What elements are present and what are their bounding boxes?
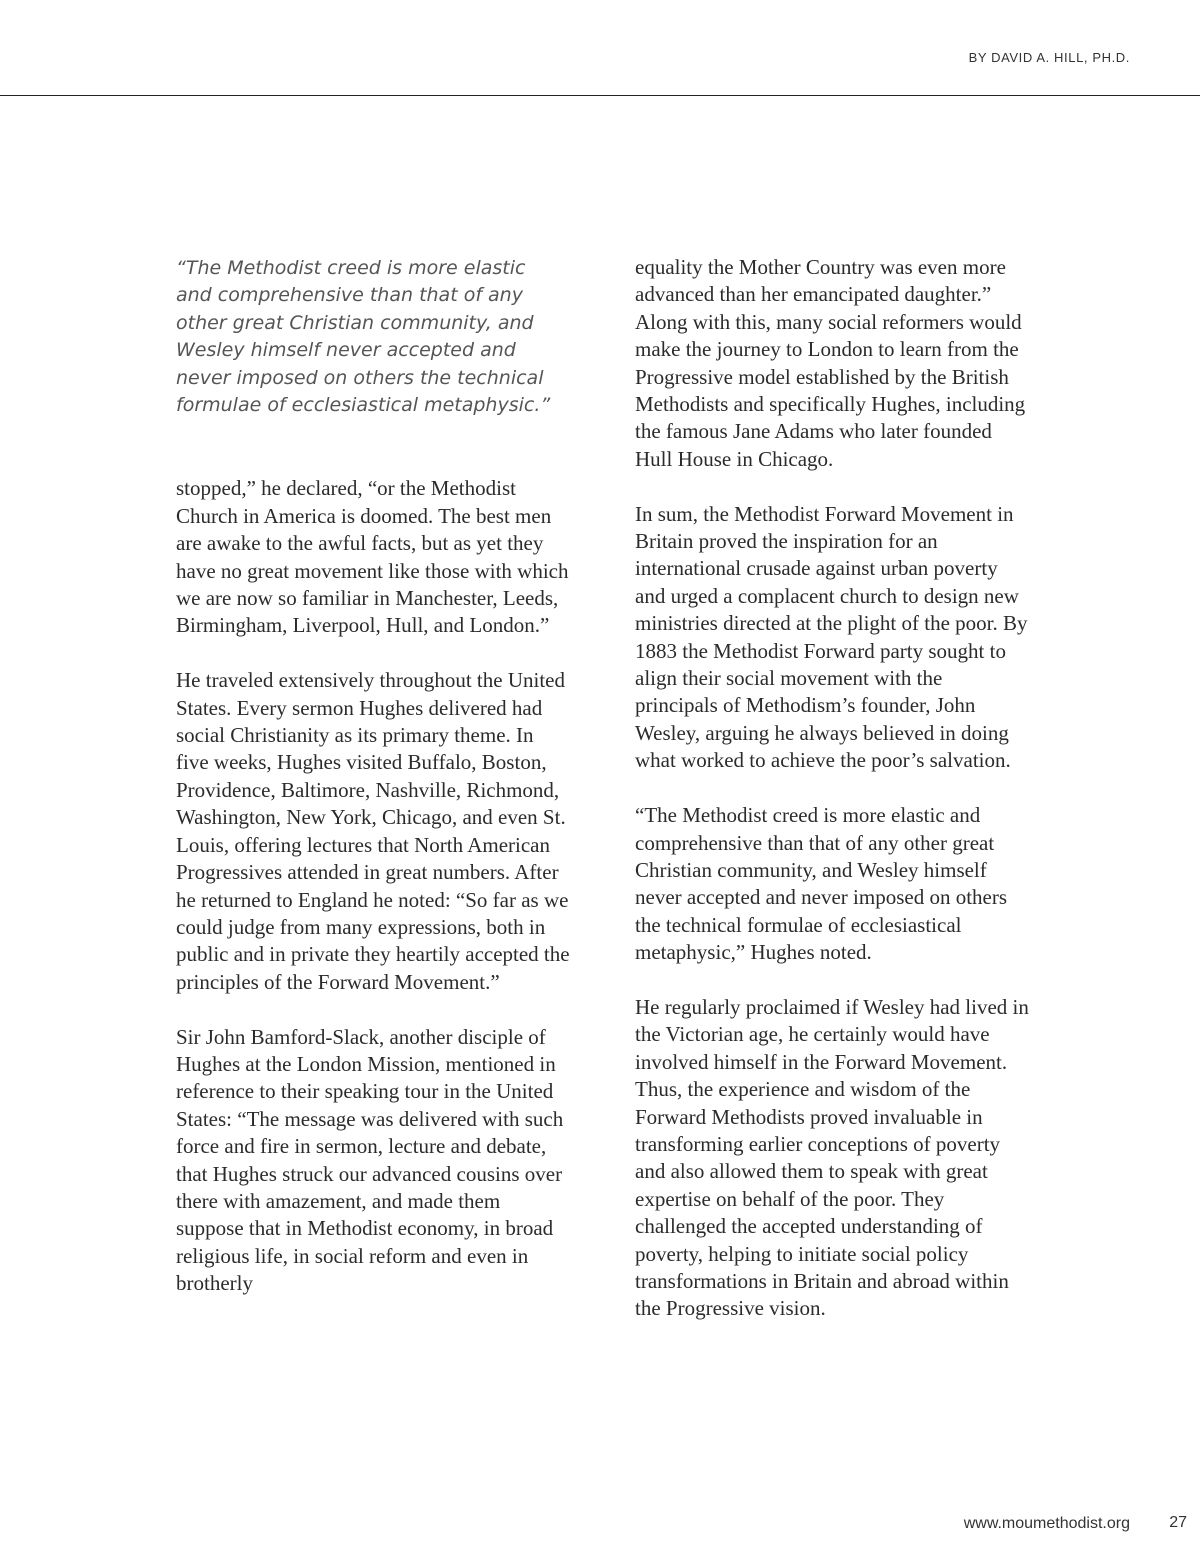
body-paragraph: He regularly proclaimed if Wesley had lived in the Victorian age, he certainly would have involved himself in the Forward Movement. Thus, the experience and wisdom of the Forward Methodists proved invaluable in transforming earlier conceptions of poverty and also allowed them to speak with great expertise on behalf of the poor. They challenged the accepted understanding of poverty, helping to initiate social policy transformations in Britain and abroad within the Progressive vision.	[635, 994, 1029, 1321]
body-paragraph: Sir John Bamford-Slack, another disciple of Hughes at the London Mission, mentioned in reference to their speaking tour in the United States: “The message was delivered with such force and fire in sermon, lecture and debate, that Hughes struck our advanced cousins over there with amazement, and made them suppose that in Methodist economy, in broad religious life, in social reform and even in brotherly	[176, 1024, 564, 1296]
body-paragraph: He traveled extensively throughout the United States. Every sermon Hughes delivered had social Christianity as its primary theme. In five weeks, Hughes visited Buffalo, Boston, Providence, Baltimore, Nashville, Richmond, Washington, New York, Chicago, and even St. Louis, offering lectures that North American Progressives attended in great numbers. After he returned to England he noted: “So far as we could judge from many expressions, both in public and in private they heartily accepted the principles of the Forward Movement.”	[176, 668, 570, 994]
body-paragraph: In sum, the Methodist Forward Movement in Britain proved the inspiration for an international crusade against urban poverty and urged a complacent church to design new ministries directed at the plight of the poor. By 1883 the Methodist Forward party sought to align their social movement with the principals of Methodism’s founder, John Wesley, arguing he always believed in doing what worked to achieve the poor’s salvation.	[635, 501, 1028, 773]
left-column	[176, 255, 571, 1325]
header-rule	[0, 95, 1200, 96]
page-number: 27	[1169, 1514, 1187, 1531]
right-column	[635, 254, 1030, 1350]
body-paragraph: equality the Mother Country was even more advanced than her emancipated daughter.” Along with this, many social reformers would make the journey to London to learn from the Progressive model established by the British Methodists and specifically Hughes, including the famous Jane Adams who later founded Hull House in Chicago.	[635, 255, 1026, 471]
pull-quote: “The Methodist creed is more elastic and comprehensive than that of any other great Christian community, and Wesley himself never accepted and never imposed on others the technical formulae of ecclesiastical metaphysic.”	[176, 257, 551, 417]
footer-website-url: www.moumethodist.org	[963, 1515, 1130, 1532]
byline: BY DAVID A. HILL, PH.D.	[968, 50, 1130, 65]
body-paragraph: stopped,” he declared, “or the Methodist Church in America is doomed. The best men are awake to the awful facts, but as yet they have no great movement like those with which we are now so familiar in Manchester, Leeds, Birmingham, Liverpool, Hull, and London.”	[176, 476, 569, 638]
body-paragraph: “The Methodist creed is more elastic and comprehensive than that of any other great Christian community, and Wesley himself never accepted and never imposed on others the technical formulae of ecclesiastical metaphysic,” Hughes noted.	[635, 803, 1008, 965]
